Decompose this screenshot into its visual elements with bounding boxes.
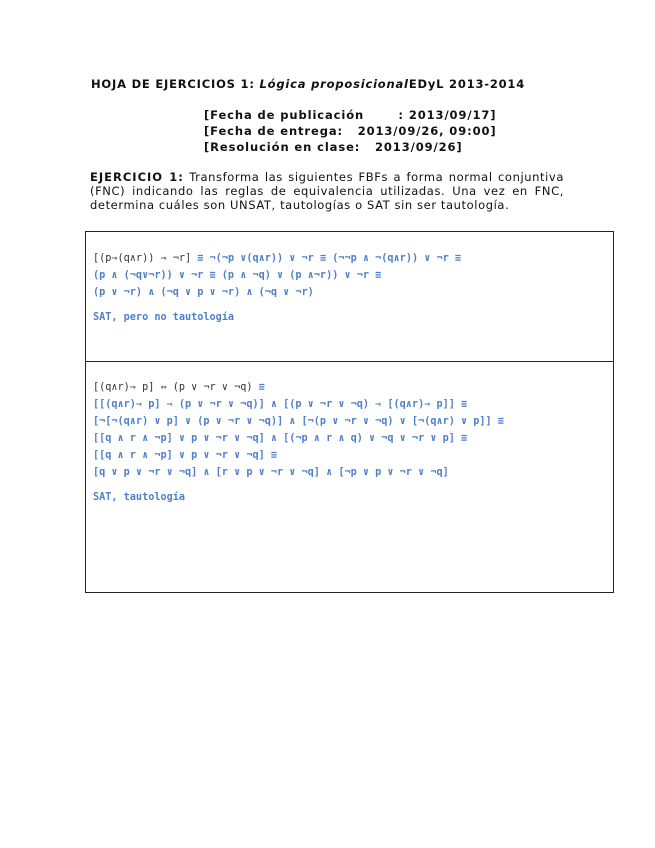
answer-2-line-3: [¬[¬(q∧r) ∨ p] ∨ (p ∨ ¬r ∨ ¬q)] ∧ [¬(p ∨ ¬r ∨ ¬q) ∨ [¬(q∧r) ∨ p]] ≡ <box>93 416 504 427</box>
sheet-title <box>91 77 525 91</box>
answer-1-verdict: SAT, pero no tautología <box>93 312 235 323</box>
answer-2-line-4: [[q ∧ r ∧ ¬p] ∨ p ∨ ¬r ∨ ¬q] ∧ [(¬p ∧ r ∧ q) ∨ ¬q ∨ ¬r ∨ p] ≡ <box>93 433 468 444</box>
answer-1-line-1-steps: ≡ ¬(¬p ∨(q∧r)) ∨ ¬r ≡ (¬¬p ∧ ¬(q∧r)) ∨ ¬r ≡ <box>197 253 462 264</box>
answer-2-line-6: [q ∨ p ∨ ¬r ∨ ¬q] ∧ [r ∨ p ∨ ¬r ∨ ¬q] ∧ [¬p ∨ p ∨ ¬r ∨ ¬q] <box>93 467 449 478</box>
dates-block <box>204 108 497 156</box>
answer-1-line-2: (p ∧ (¬q∨¬r)) ∨ ¬r ≡ (p ∧ ¬q) ∨ (p ∧¬r)) ∨ ¬r ≡ <box>93 270 382 281</box>
exercise-text: Transforma las siguientes FBFs a forma normal conjuntiva (FNC) indicando las reglas de equivalencia utilizadas. Una vez en FNC, determina cuáles son UNSAT, tautologías o SAT sin ser tautología. <box>90 170 564 212</box>
answer-2-line-2: [[(q∧r)⇒ p] ⇒ (p ∨ ¬r ∨ ¬q)] ∧ [(p ∨ ¬r ∨ ¬q) ⇒ [(q∧r)⇒ p]] ≡ <box>93 399 468 410</box>
answer-2-lines <box>93 379 504 503</box>
exercise-statement <box>90 170 564 212</box>
answer-1-line-1-formula: [(p⇒(q∧r)) ⇒ ¬r] <box>93 253 198 264</box>
answer-2-line-5: [[q ∧ r ∧ ¬p] ∨ p ∨ ¬r ∨ ¬q] ≡ <box>93 450 278 461</box>
answer-2-verdict: SAT, tautología <box>93 492 186 503</box>
title-suffix: EDyL 2013-2014 <box>408 77 526 91</box>
title-subject: Lógica proposicional <box>259 77 409 91</box>
title-prefix: HOJA DE EJERCICIOS 1: <box>91 77 255 91</box>
answer-2-line-1-steps: ≡ <box>258 382 265 393</box>
answer-1-line-3: (p ∨ ¬r) ∧ (¬q ∨ p ∨ ¬r) ∧ (¬q ∨ ¬r) <box>93 287 314 298</box>
answer-2-line-1 <box>93 379 504 396</box>
answer-2-line-1-formula: [(q∧r)⇒ p] ⇔ (p ∨ ¬r ∨ ¬q) <box>93 382 259 393</box>
answer-1-line-1 <box>93 250 461 267</box>
answer-1-lines <box>93 250 461 323</box>
exercise-label: EJERCICIO 1: <box>90 170 184 184</box>
publication-date: [Fecha de publicación : 2013/09/17] <box>204 108 497 122</box>
answer-box-1 <box>85 231 614 362</box>
answer-box-2 <box>85 361 614 593</box>
resolution-date: [Resolución en clase: 2013/09/26] <box>204 140 463 154</box>
delivery-date: [Fecha de entrega: 2013/09/26, 09:00] <box>204 124 497 138</box>
